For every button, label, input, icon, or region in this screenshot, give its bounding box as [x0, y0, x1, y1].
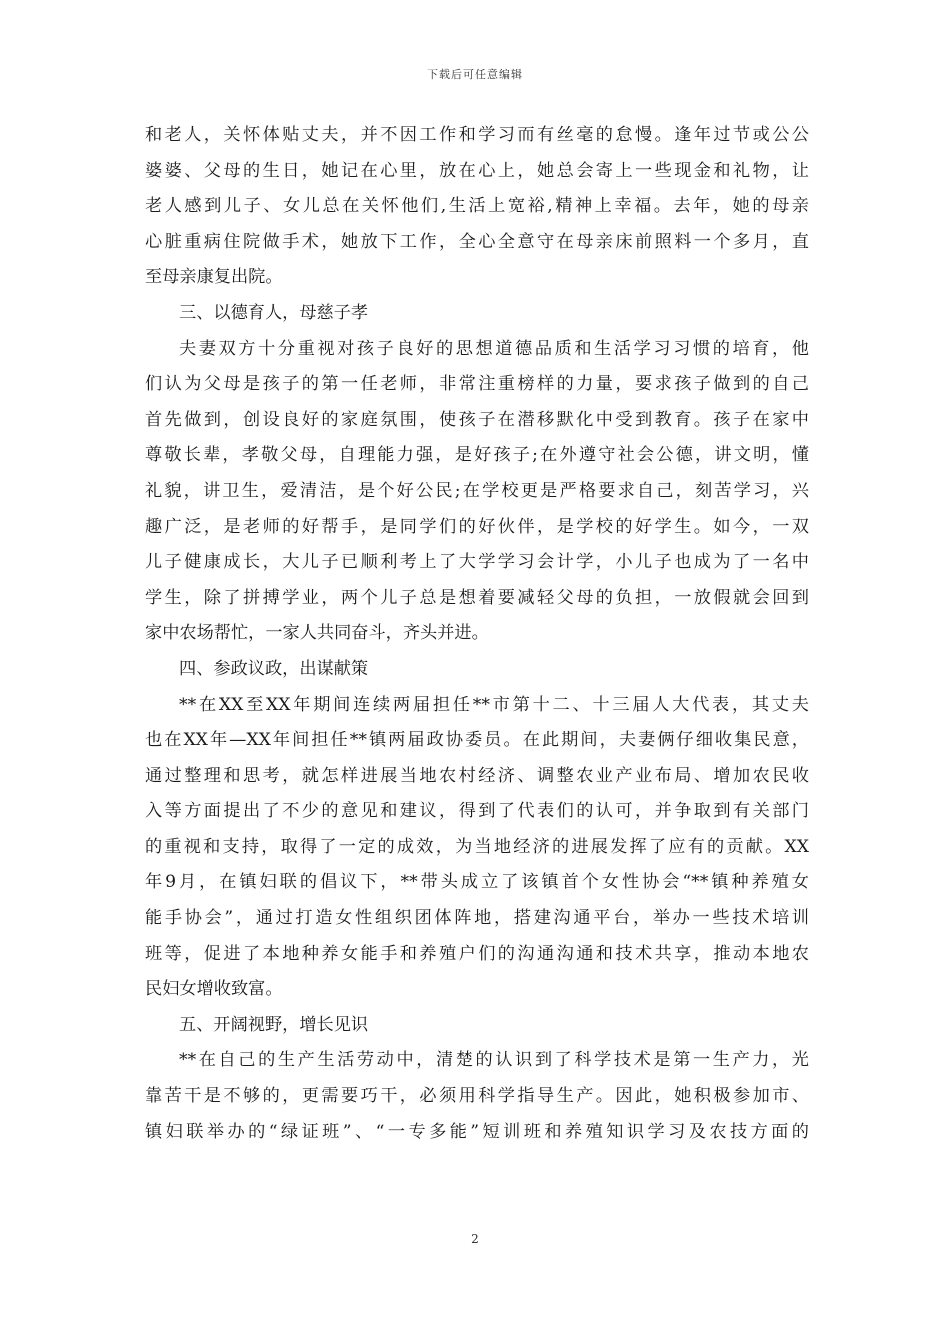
text-line: 尊敬长辈，孝敬父母，自理能力强，是好孩子;在外遵守社会公德，讲文明，懂: [145, 445, 809, 466]
text-line: 夫妻双方十分重视对孩子良好的思想道德品质和生活学习习惯的培育，他: [179, 338, 809, 359]
text-line: 们认为父母是孩子的第一任老师，非常注重榜样的力量，要求孩子做到的自己: [145, 374, 809, 395]
text-line: 民妇女增收致富。: [145, 979, 283, 1000]
page-number: 2: [471, 1232, 479, 1246]
text-line: 班等，促进了本地种养女能手和养殖户们的沟通沟通和技术共享，推动本地农: [145, 943, 809, 964]
section-heading: 三、以德育人，母慈子孝: [179, 302, 369, 323]
text-line: 也在XX年—XX年间担任**镇两届政协委员。在此期间，夫妻俩仔细收集民意，: [145, 730, 809, 751]
text-line: 礼貌，讲卫生，爱清洁，是个好公民;在学校更是严格要求自己，刻苦学习，兴: [145, 480, 809, 501]
text-line: 年9月，在镇妇联的倡议下，**带头成立了该镇首个女性协会“**镇种养殖女: [145, 872, 809, 893]
text-line: 首先做到，创设良好的家庭氛围，使孩子在潜移默化中受到教育。孩子在家中: [145, 409, 809, 430]
text-line: 趣广泛，是老师的好帮手，是同学们的好伙伴，是学校的好学生。如今，一双: [145, 516, 809, 537]
text-line: 至母亲康复出院。: [145, 267, 283, 288]
text-line: 能手协会”，通过打造女性组织团体阵地，搭建沟通平台，举办一些技术培训: [145, 908, 809, 929]
text-line: **在XX至XX年期间连续两届担任**市第十二、十三届人大代表，其丈夫: [179, 694, 809, 715]
text-line: **在自己的生产生活劳动中，清楚的认识到了科学技术是第一生产力，光: [179, 1050, 809, 1071]
text-line: 婆婆、父母的生日，她记在心里，放在心上，她总会寄上一些现金和礼物，让: [145, 160, 809, 181]
text-line: 老人感到儿子、女儿总在关怀他们,生活上宽裕,精神上幸福。去年，她的母亲: [145, 196, 809, 217]
text-line: 家中农场帮忙，一家人共同奋斗，齐头并进。: [145, 623, 489, 644]
section-heading: 四、参政议政，出谋献策: [179, 658, 369, 679]
text-line: 镇妇联举办的“绿证班”、“一专多能”短训班和养殖知识学习及农技方面的: [145, 1121, 809, 1142]
text-line: 通过整理和思考，就怎样进展当地农村经济、调整农业产业布局、增加农民收: [145, 765, 809, 786]
text-line: 心脏重病住院做手术，她放下工作，全心全意守在母亲床前照料一个多月，直: [145, 231, 809, 252]
page-header: 下载后可任意编辑: [427, 68, 523, 81]
text-line: 入等方面提出了不少的意见和建议，得到了代表们的认可，并争取到有关部门: [145, 801, 809, 822]
text-line: 和老人，关怀体贴丈夫，并不因工作和学习而有丝毫的怠慢。逢年过节或公公: [145, 125, 809, 145]
section-heading: 五、开阔视野，增长见识: [179, 1014, 369, 1035]
text-line: 靠苦干是不够的，更需要巧干，必须用科学指导生产。因此，她积极参加市、: [145, 1086, 809, 1107]
document-body: [145, 118, 809, 1150]
text-line: 的重视和支持，取得了一定的成效，为当地经济的进展发挥了应有的贡献。XX: [145, 836, 809, 857]
text-line: 学生，除了拼搏学业，两个儿子总是想着要减轻父母的负担，一放假就会回到: [145, 587, 809, 608]
text-line: 儿子健康成长，大儿子已顺利考上了大学学习会计学，小儿子也成为了一名中: [145, 552, 809, 573]
